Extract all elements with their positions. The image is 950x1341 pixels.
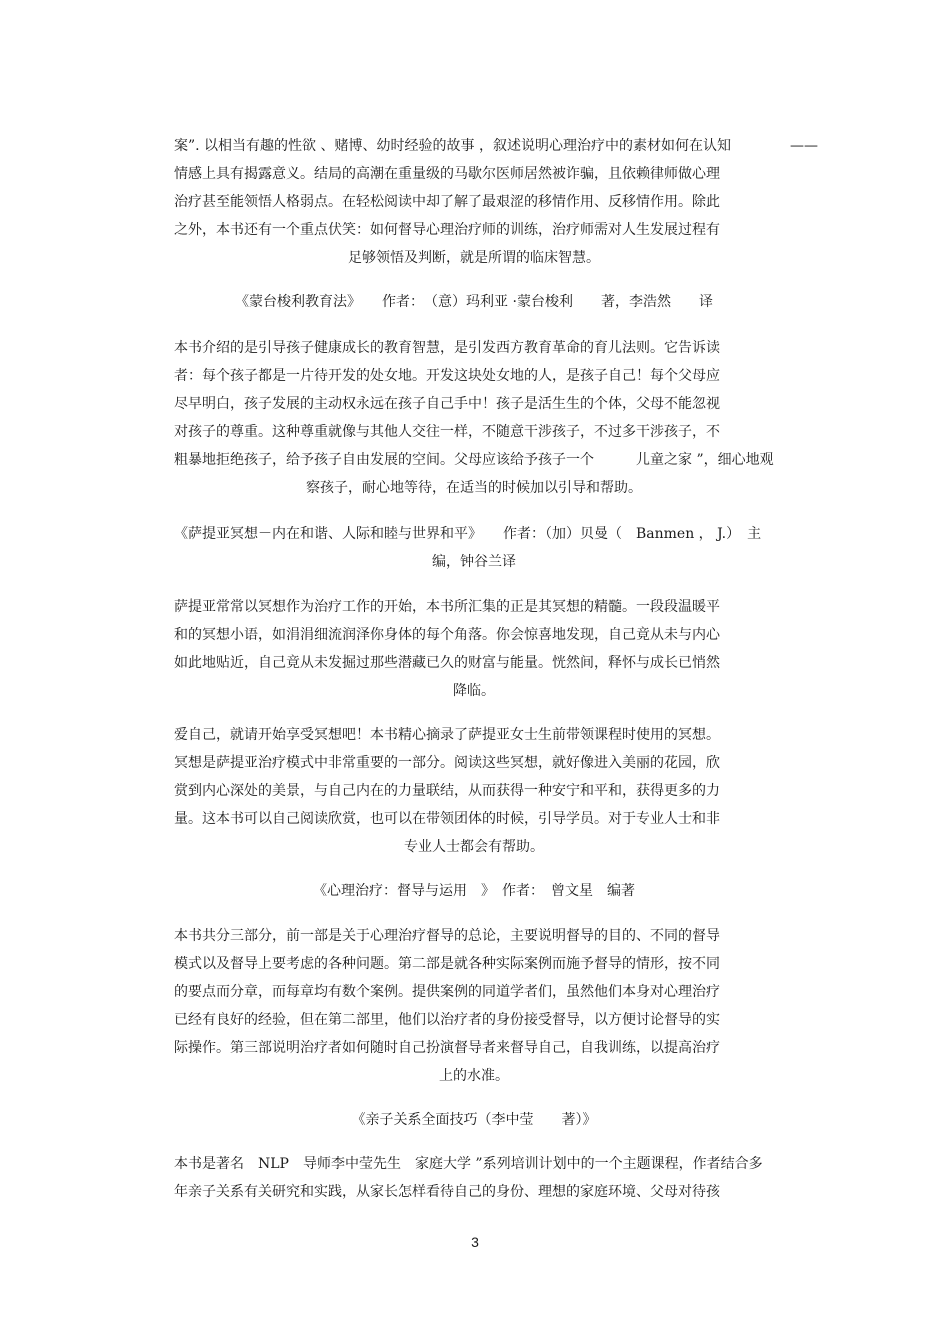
body-line: 本书是著名 NLP 导师李中莹先生 家庭大学 ”系列培训计划中的一个主题课程，作者结合多 (174, 1156, 763, 1172)
body-line: 足够领悟及判断，就是所谓的临床智慧。 (348, 250, 600, 266)
body-line: 者：每个孩子都是一片待开发的处女地。开发这块处女地的人，是孩子自己！每个父母应 (174, 368, 720, 384)
body-line: 对孩子的尊重。这种尊重就像与其他人交往一样，不随意干涉孩子，不过多干涉孩子，不 (174, 424, 720, 440)
body-line: 已经有良好的经验，但在第二部里，他们以治疗者的身份接受督导，以方便讨论督导的实 (174, 1012, 720, 1028)
body-line: 模式以及督导上要考虑的各种问题。第二部是就各种实际案例而施予督导的情形，按不同 (174, 956, 720, 972)
body-line: 冥想是萨提亚治疗模式中非常重要的一部分。阅读这些冥想，就好像进入美丽的花园，欣 (174, 755, 720, 771)
body-line: 的要点而分章，而每章均有数个案例。提供案例的同道学者们，虽然他们本身对心理治疗 (174, 984, 720, 1000)
book-title: 编，钟谷兰译 (432, 554, 516, 570)
body-line: 治疗甚至能领悟人格弱点。在轻松阅读中却了解了最艰涩的移情作用、反移情作用。除此 (174, 194, 720, 210)
book-title: 《蒙台梭利教育法》 作者： （意）玛利亚 ·蒙台梭利 著，李浩然 译 (235, 294, 713, 310)
body-line: 情感上具有揭露意义。结局的高潮在重量级的马歇尔医师居然被诈骗，且依赖律师做心理 (174, 166, 720, 182)
body-line: 量。这本书可以自己阅读欣赏，也可以在带领团体的时候，引导学员。对于专业人士和非 (174, 811, 720, 827)
body-line: 降临。 (453, 683, 495, 699)
book-title: 《亲子关系全面技巧（李中莹 著）》 (351, 1112, 597, 1128)
body-line: 之外，本书还有一个重点伏笑：如何督导心理治疗师的训练，治疗师需对人生发展过程有 (174, 222, 720, 238)
body-line: 本书介绍的是引导孩子健康成长的教育智慧，是引发西方教育革命的育儿法则。它告诉读 (174, 340, 720, 356)
body-line: 萨提亚常常以冥想作为治疗工作的开始，本书所汇集的正是其冥想的精髓。一段段温暖平 (174, 599, 720, 615)
body-line: 如此地贴近，自己竟从未发掘过那些潜藏已久的财富与能量。恍然间，释怀与成长已悄然 (174, 655, 720, 671)
body-line: 粗暴地拒绝孩子，给予孩子自由发展的空间。父母应该给予孩子一个 儿童之家 ”，细心地观 (174, 452, 774, 468)
body-line: 尽早明白，孩子发展的主动权永远在孩子自己手中！孩子是活生生的个体，父母不能忽视 (174, 396, 720, 412)
body-line: 赏到内心深处的美景，与自己内在的力量联结，从而获得一种安宁和平和，获得更多的力 (174, 783, 720, 799)
page-number: 3 (471, 1234, 479, 1250)
body-line: 际操作。第三部说明治疗者如何随时自己扮演督导者来督导自己，自我训练，以提高治疗 (174, 1040, 720, 1056)
body-line: 和的冥想小语，如涓涓细流润泽你身体的每个角落。你会惊喜地发现，自己竟从未与内心 (174, 627, 720, 643)
body-line: 上的水准。 (439, 1068, 509, 1084)
body-line: 本书共分三部分，前一部是关于心理治疗督导的总论，主要说明督导的目的、不同的督导 (174, 928, 720, 944)
body-line: 案”. 以相当有趣的性欲 、赌博、幼时经验的故事 ，叙述说明心理治疗中的素材如何在认知 (174, 138, 731, 154)
body-line: 察孩子，耐心地等待，在适当的时候加以引导和帮助。 (306, 480, 642, 496)
em-dash: —— (790, 138, 818, 154)
book-title: 《萨提亚冥想－内在和谐、人际和睦与世界和平》 作者：（加）贝曼（ Banmen ， J.） 主 (174, 526, 762, 542)
book-title: 《心理治疗：督导与运用 》 作者： 曾文星 编著 (313, 883, 635, 899)
body-line: 年亲子关系有关研究和实践，从家长怎样看待自己的身份、理想的家庭环境、父母对待孩 (174, 1184, 720, 1200)
body-line: 专业人士都会有帮助。 (404, 839, 544, 855)
body-line: 爱自己，就请开始享受冥想吧！本书精心摘录了萨提亚女士生前带领课程时使用的冥想。 (174, 727, 720, 743)
